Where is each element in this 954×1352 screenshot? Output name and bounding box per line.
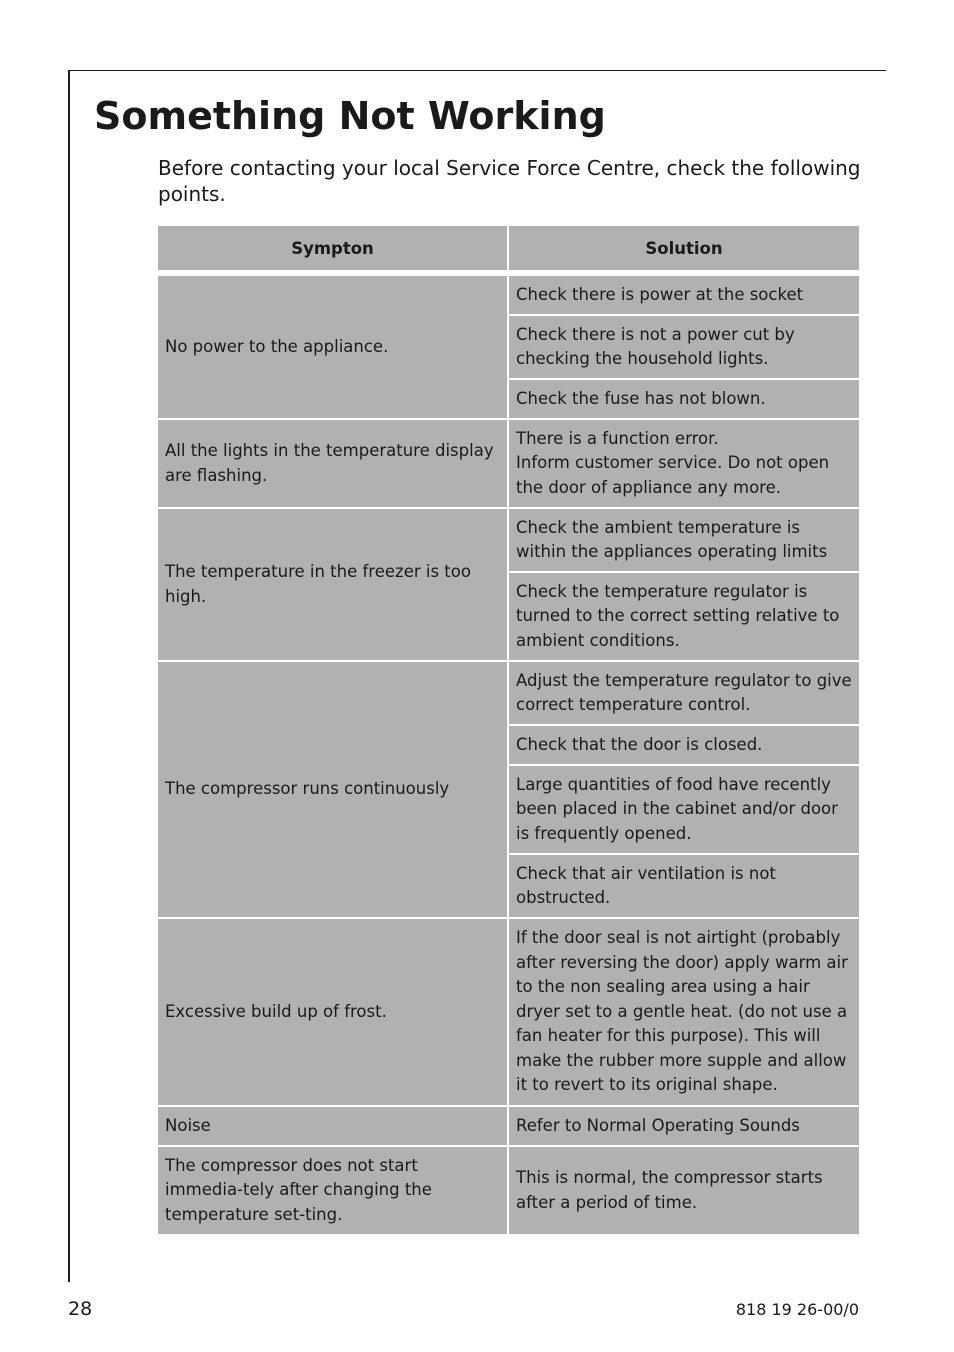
solution-text: Check the temperature regulator is turned to the correct setting relative to ambient conditions. [516, 581, 840, 650]
solution-cell [509, 420, 859, 507]
table-row [158, 420, 859, 507]
symptom-cell: The compressor runs continuously [158, 662, 507, 917]
solution-cell [509, 919, 859, 1105]
solution-text: Check there is not a power cut by checking the household lights. [516, 324, 795, 368]
solution-cell [509, 380, 859, 418]
solution-text: Check that air ventilation is not obstructed. [516, 863, 776, 907]
table-row [158, 662, 859, 724]
table-header-row [158, 226, 859, 270]
header-spacer [158, 272, 859, 274]
symptom-cell: Noise [158, 1107, 507, 1145]
solution-text: Check there is power at the socket [516, 284, 804, 304]
header-symptom: Sympton [158, 226, 507, 270]
solution-cell [509, 509, 859, 571]
symptom-cell: The compressor does not start immedia-tely after changing the temperature set-ting. [158, 1147, 507, 1234]
solution-cell [509, 855, 859, 917]
solution-cell [509, 766, 859, 853]
solution-text: Refer to Normal Operating Sounds [516, 1115, 800, 1135]
top-rule [68, 70, 886, 71]
table-row [158, 1107, 859, 1145]
table-row [158, 509, 859, 571]
solution-cell [509, 662, 859, 724]
symptom-cell: All the lights in the temperature display are flashing. [158, 420, 507, 507]
symptom-cell: The temperature in the freezer is too high. [158, 509, 507, 660]
table-row [158, 276, 859, 314]
symptom-cell: Excessive build up of frost. [158, 919, 507, 1105]
solution-cell [509, 1147, 859, 1234]
symptom-cell: No power to the appliance. [158, 276, 507, 418]
document-code: 818 19 26-00/0 [735, 1300, 859, 1319]
solution-text: Check that the door is closed. [516, 734, 763, 754]
solution-text: There is a function error. Inform customer service. Do not open the door of appliance any more. [516, 428, 830, 497]
solution-cell [509, 276, 859, 314]
solution-cell [509, 1107, 859, 1145]
solution-text: Check the ambient temperature is within the appliances operating limits [516, 517, 828, 561]
solution-text: Large quantities of food have recently been placed in the cabinet and/or door is frequently opened. [516, 774, 838, 843]
page-title: Something Not Working [94, 94, 606, 138]
solution-text: Check the fuse has not blown. [516, 388, 766, 408]
solution-cell [509, 726, 859, 764]
solution-text: This is normal, the compressor starts after a period of time. [516, 1168, 823, 1212]
table-row [158, 1147, 859, 1234]
troubleshooting-table [156, 224, 861, 1236]
solution-cell [509, 316, 859, 378]
intro-text: Before contacting your local Service Force Centre, check the following points. [158, 156, 861, 206]
solution-text: If the door seal is not airtight (probably after reversing the door) apply warm air to the non sealing area using a hair dryer set to a gentle heat. (do not use a fan heater for this purpose). This will make the rubber more supple and allow it to revert to its original shape. [516, 928, 848, 1095]
header-solution: Solution [509, 226, 859, 270]
table-row [158, 919, 859, 1105]
solution-cell [509, 573, 859, 660]
left-rule [68, 70, 70, 1282]
page-number: 28 [68, 1298, 93, 1320]
solution-text: Adjust the temperature regulator to give correct temperature control. [516, 670, 852, 714]
